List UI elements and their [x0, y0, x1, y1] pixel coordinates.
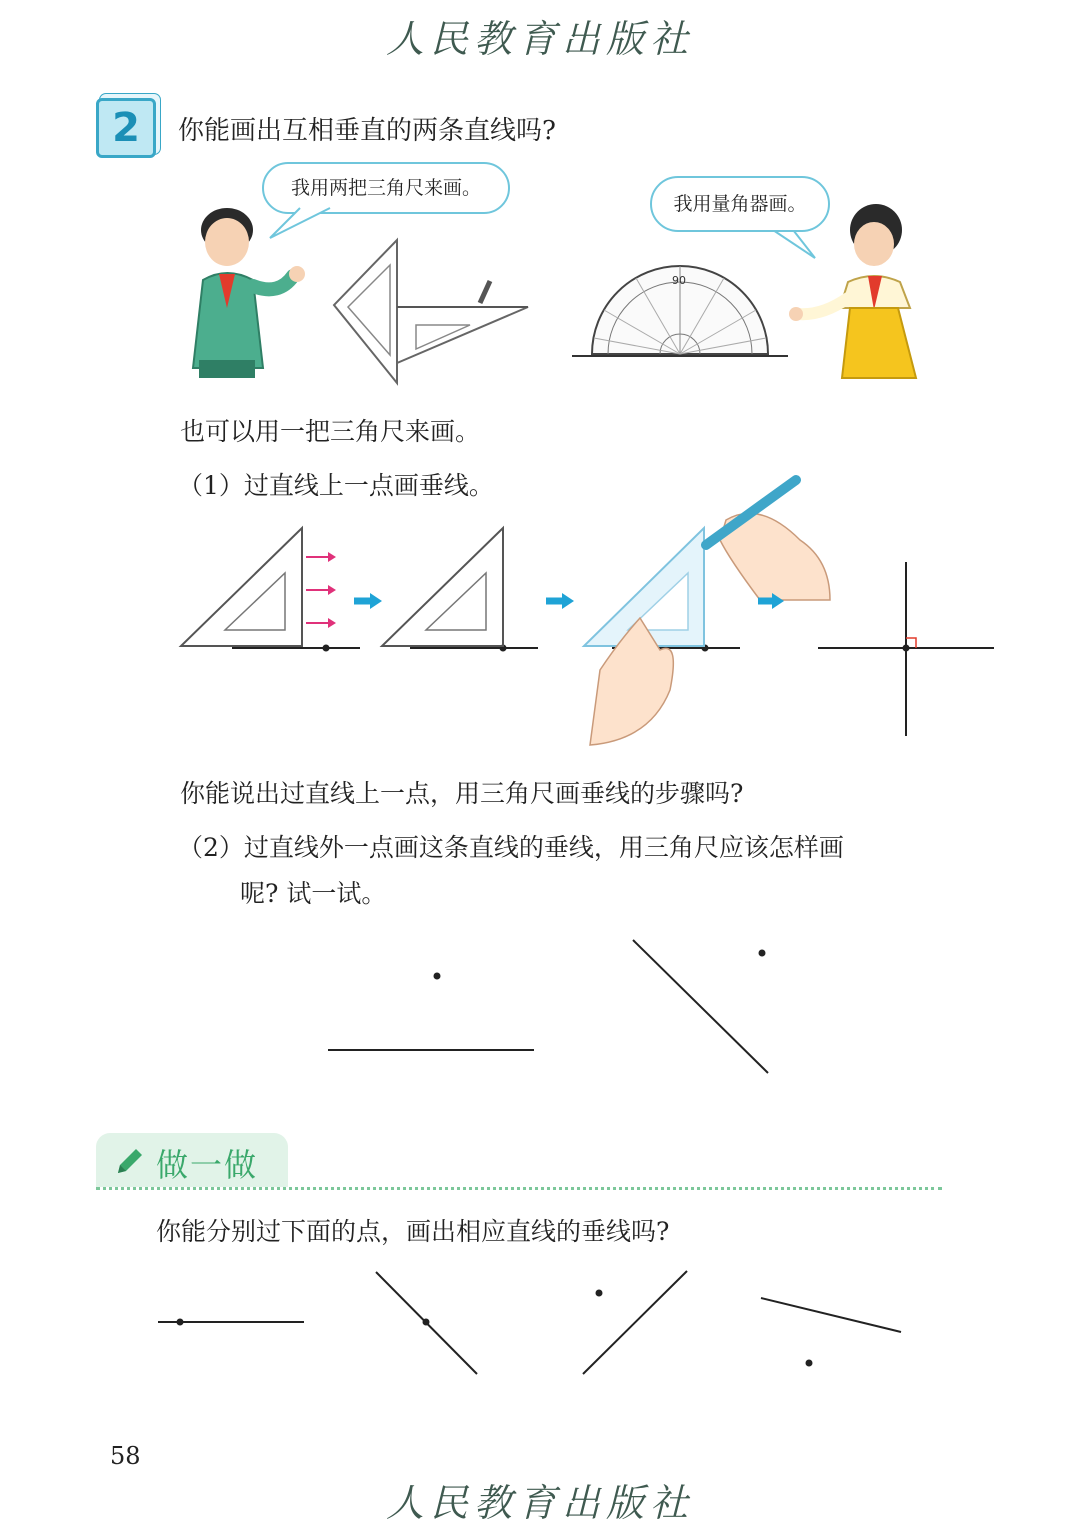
girl-speech-text: 我用量角器画。	[673, 193, 807, 215]
step2-line1: （2）过直线外一点画这条直线的垂线，用三角尺应该怎样画	[178, 833, 844, 862]
exercise-figure-3	[583, 1271, 687, 1374]
alt-method-text: 也可以用一把三角尺来画。	[180, 417, 481, 446]
exercise-title: 做一做	[156, 1146, 259, 1184]
protractor-90-label: 90	[672, 274, 686, 287]
exercise-figure-1	[158, 1319, 304, 1326]
publisher-header: 人民教育出版社	[385, 17, 694, 61]
exercise-instruction: 你能分别过下面的点，画出相应直线的垂线吗?	[156, 1217, 670, 1246]
step1-heading: （1）过直线上一点画垂线。	[178, 471, 494, 500]
step2-line2: 呢? 试一试。	[240, 879, 387, 908]
page-number: 58	[110, 1442, 141, 1470]
boy-speech-text: 我用两把三角尺来画。	[290, 177, 481, 199]
step1-question: 你能说出过直线上一点，用三角尺画垂线的步骤吗?	[180, 779, 744, 808]
problem-number-badge: 2	[96, 98, 156, 158]
exercise-figure-4	[761, 1298, 901, 1367]
problem-question: 你能画出互相垂直的两条直线吗?	[178, 116, 556, 146]
publisher-footer: 人民教育出版社	[385, 1481, 694, 1525]
exercise-figure-2	[376, 1272, 477, 1374]
